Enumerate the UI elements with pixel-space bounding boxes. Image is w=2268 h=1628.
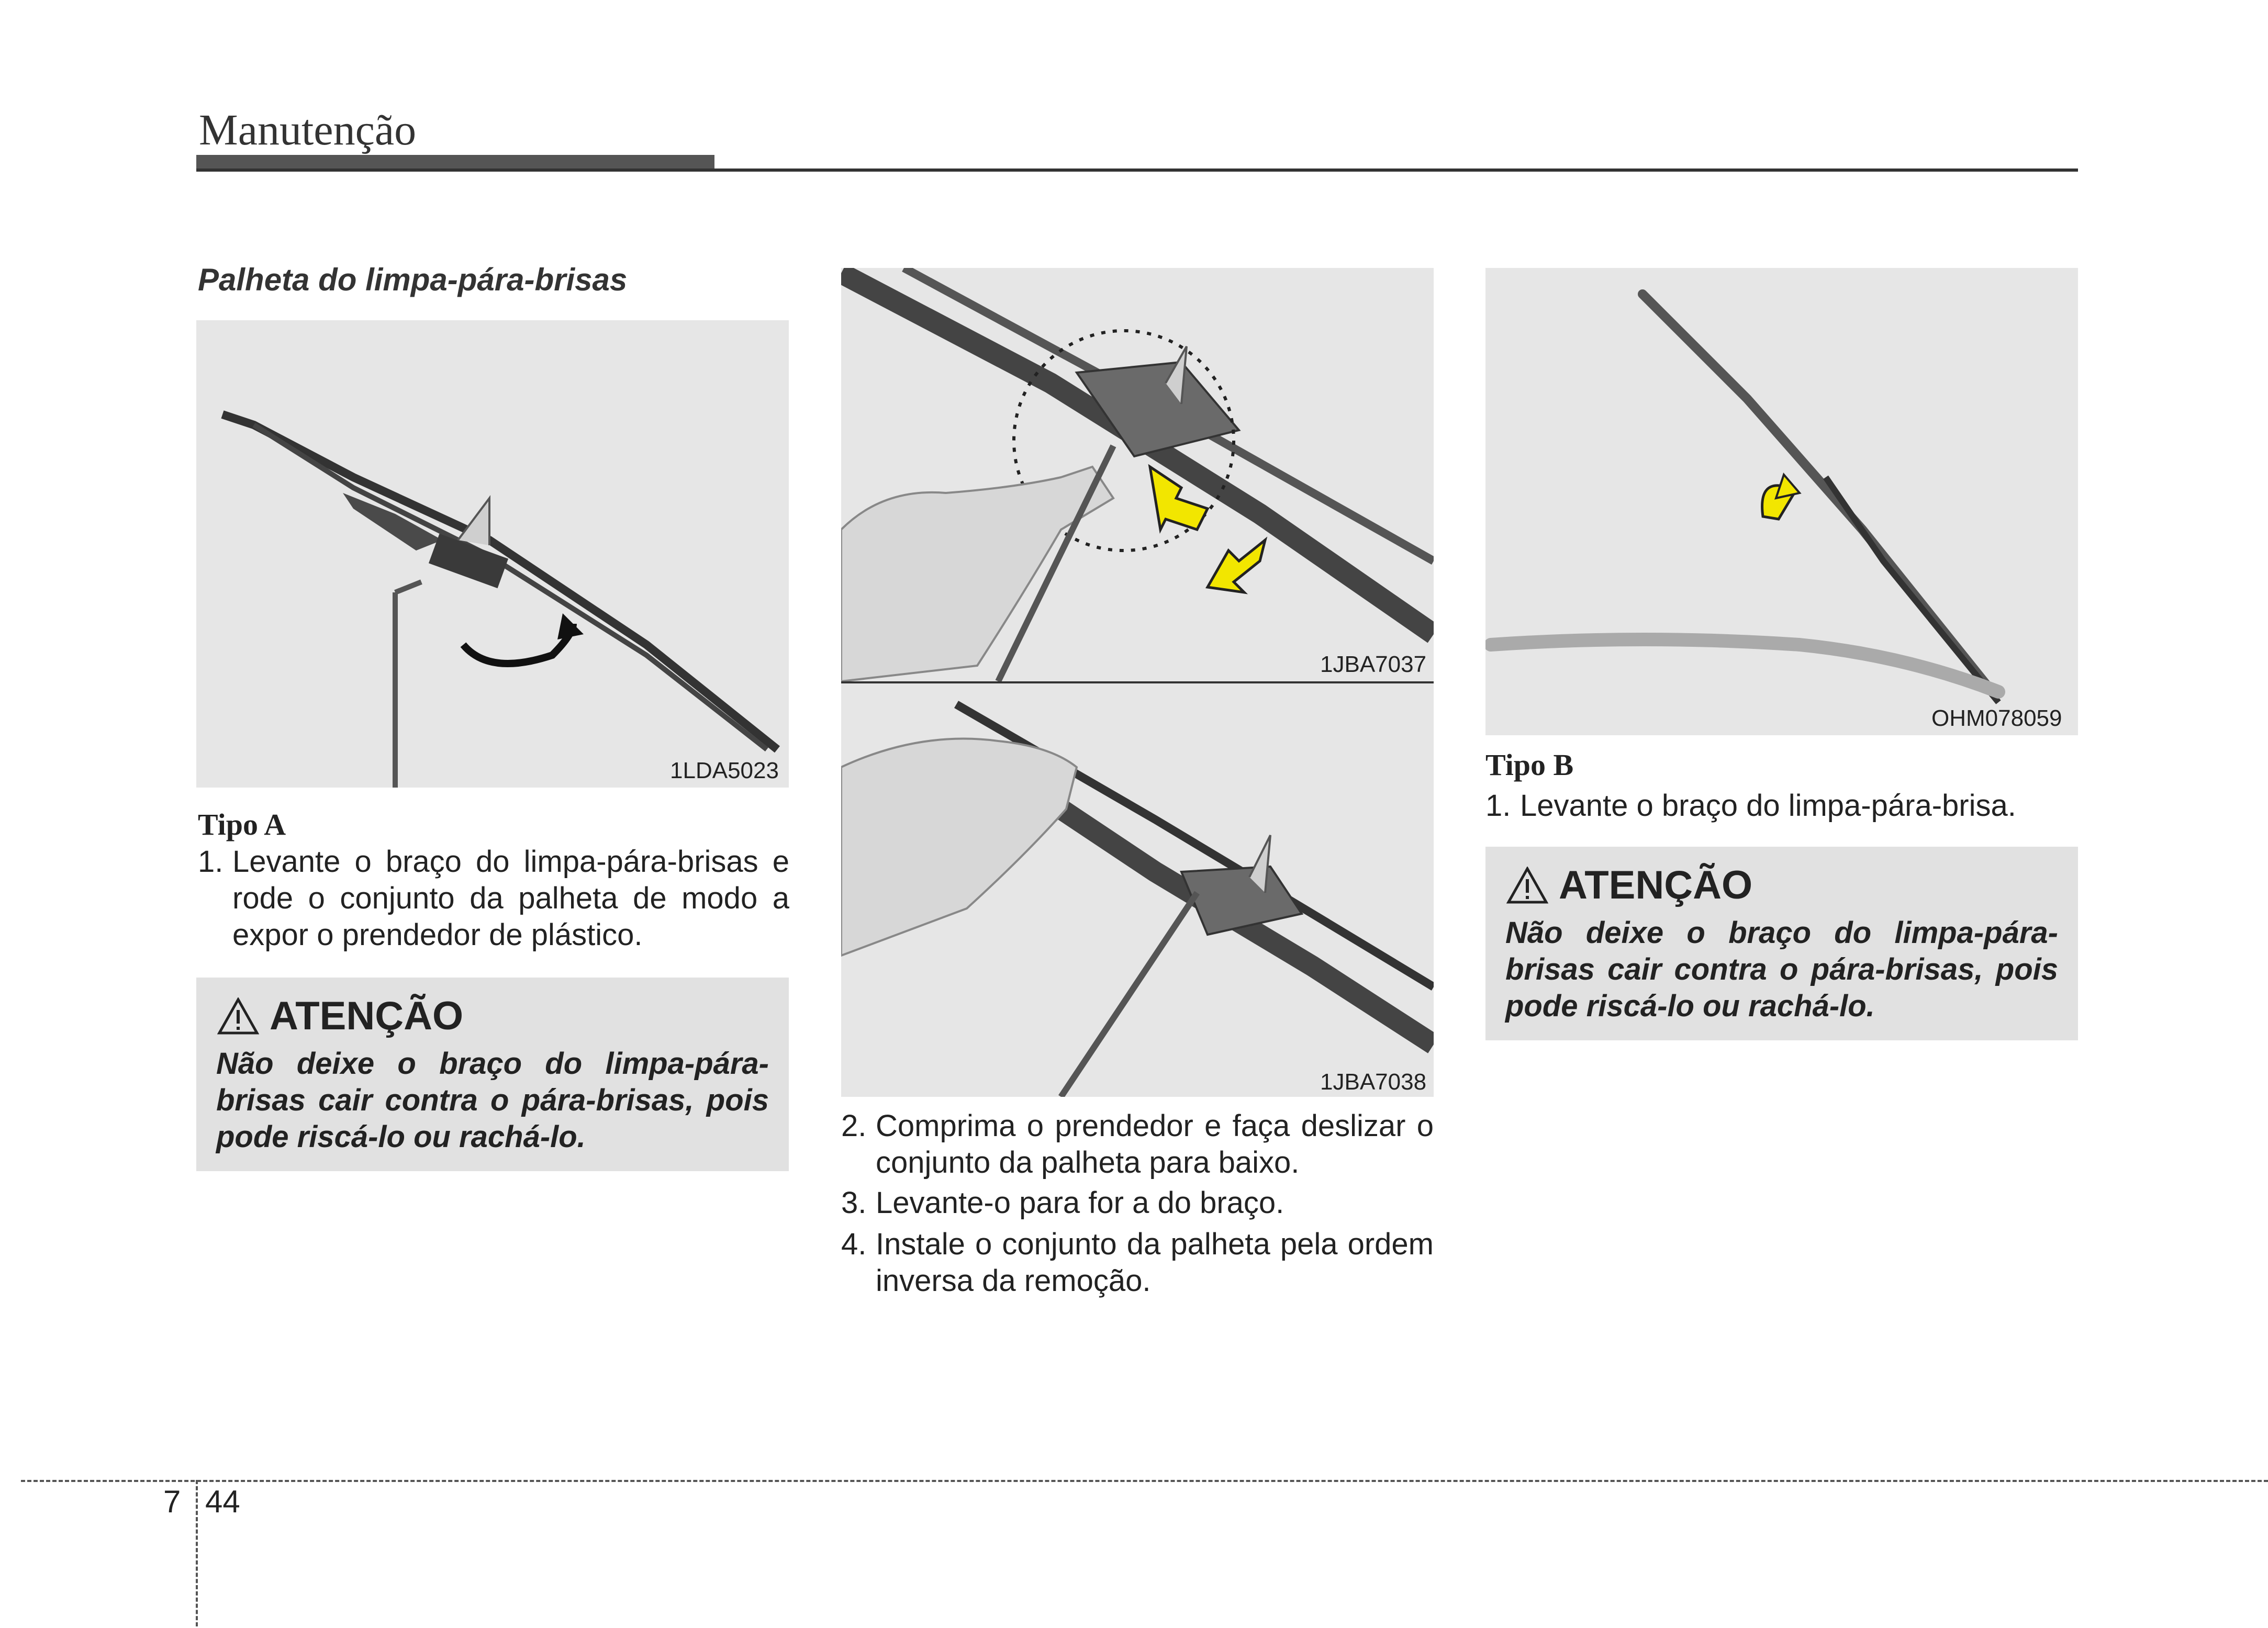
chapter-number: 7 xyxy=(163,1484,181,1519)
section-title: Palheta do limpa-pára-brisas xyxy=(198,262,628,297)
step-text: Levante o braço do limpa-pára-brisa. xyxy=(1520,789,2016,823)
step-text: Comprima o prendedor e faça deslizar o conjunto da palheta para baixo. xyxy=(876,1109,1434,1180)
figure-wiper-type-a xyxy=(196,320,789,788)
figure-wiper-type-b xyxy=(1485,268,2078,735)
warning-triangle-icon xyxy=(1506,867,1548,904)
step-number: 2. xyxy=(841,1109,867,1143)
tipo-b-step-1 xyxy=(1485,788,2078,824)
warning-header xyxy=(1506,862,1752,908)
figure-code: 1JBA7038 xyxy=(1320,1069,1427,1095)
step-number: 3. xyxy=(841,1186,867,1220)
wiper-blade-illustration xyxy=(196,320,789,788)
tipo-a-heading: Tipo A xyxy=(198,807,286,841)
warning-text: Não deixe o braço do limpa-pára-brisas cair contra o pára-brisas, pois pode riscá-lo ou rachá-lo. xyxy=(216,1047,769,1154)
warning-text: Não deixe o braço do limpa-pára-brisas cair contra o pára-brisas, pois pode riscá-lo ou rachá-lo. xyxy=(1505,916,2058,1023)
step-number: 4. xyxy=(841,1227,867,1261)
header-rule xyxy=(196,169,2078,172)
tipo-a-step-1 xyxy=(198,844,789,953)
figure-code: OHM078059 xyxy=(1931,705,2062,731)
warning-triangle-icon xyxy=(217,997,259,1035)
step-text: Levante o braço do limpa-pára-brisas e rode o conjunto da palheta de modo a expor o prendedor de plástico. xyxy=(232,845,789,952)
step-number: 1. xyxy=(1485,789,1511,823)
step-3 xyxy=(841,1185,1434,1221)
page-number: 44 xyxy=(205,1484,240,1519)
footer-vertical-dashed-rule xyxy=(196,1480,198,1626)
flat-wiper-illustration xyxy=(1485,268,2078,735)
warning-box-left xyxy=(196,978,789,1171)
tipo-b-heading: Tipo B xyxy=(1485,748,1574,782)
warning-title: ATENÇÃO xyxy=(270,994,464,1038)
step-text: Instale o conjunto da palheta pela ordem inversa da remoção. xyxy=(876,1227,1434,1298)
step-2 xyxy=(841,1108,1434,1181)
warning-title: ATENÇÃO xyxy=(1559,863,1753,907)
wiper-release-illustration xyxy=(841,268,1434,681)
figure-wiper-remove-step xyxy=(841,683,1434,1097)
figure-code: 1JBA7037 xyxy=(1320,652,1427,677)
footer-dashed-rule xyxy=(21,1480,2268,1482)
wiper-remove-illustration xyxy=(841,683,1434,1097)
step-text: Levante-o para for a do braço. xyxy=(876,1186,1284,1220)
page-header-title: Manutenção xyxy=(199,106,417,154)
step-4 xyxy=(841,1226,1434,1299)
warning-header xyxy=(217,993,463,1039)
step-number: 1. xyxy=(198,845,224,879)
figure-wiper-release-step xyxy=(841,268,1434,681)
figure-code: 1LDA5023 xyxy=(670,758,779,783)
warning-box-right xyxy=(1485,847,2078,1040)
